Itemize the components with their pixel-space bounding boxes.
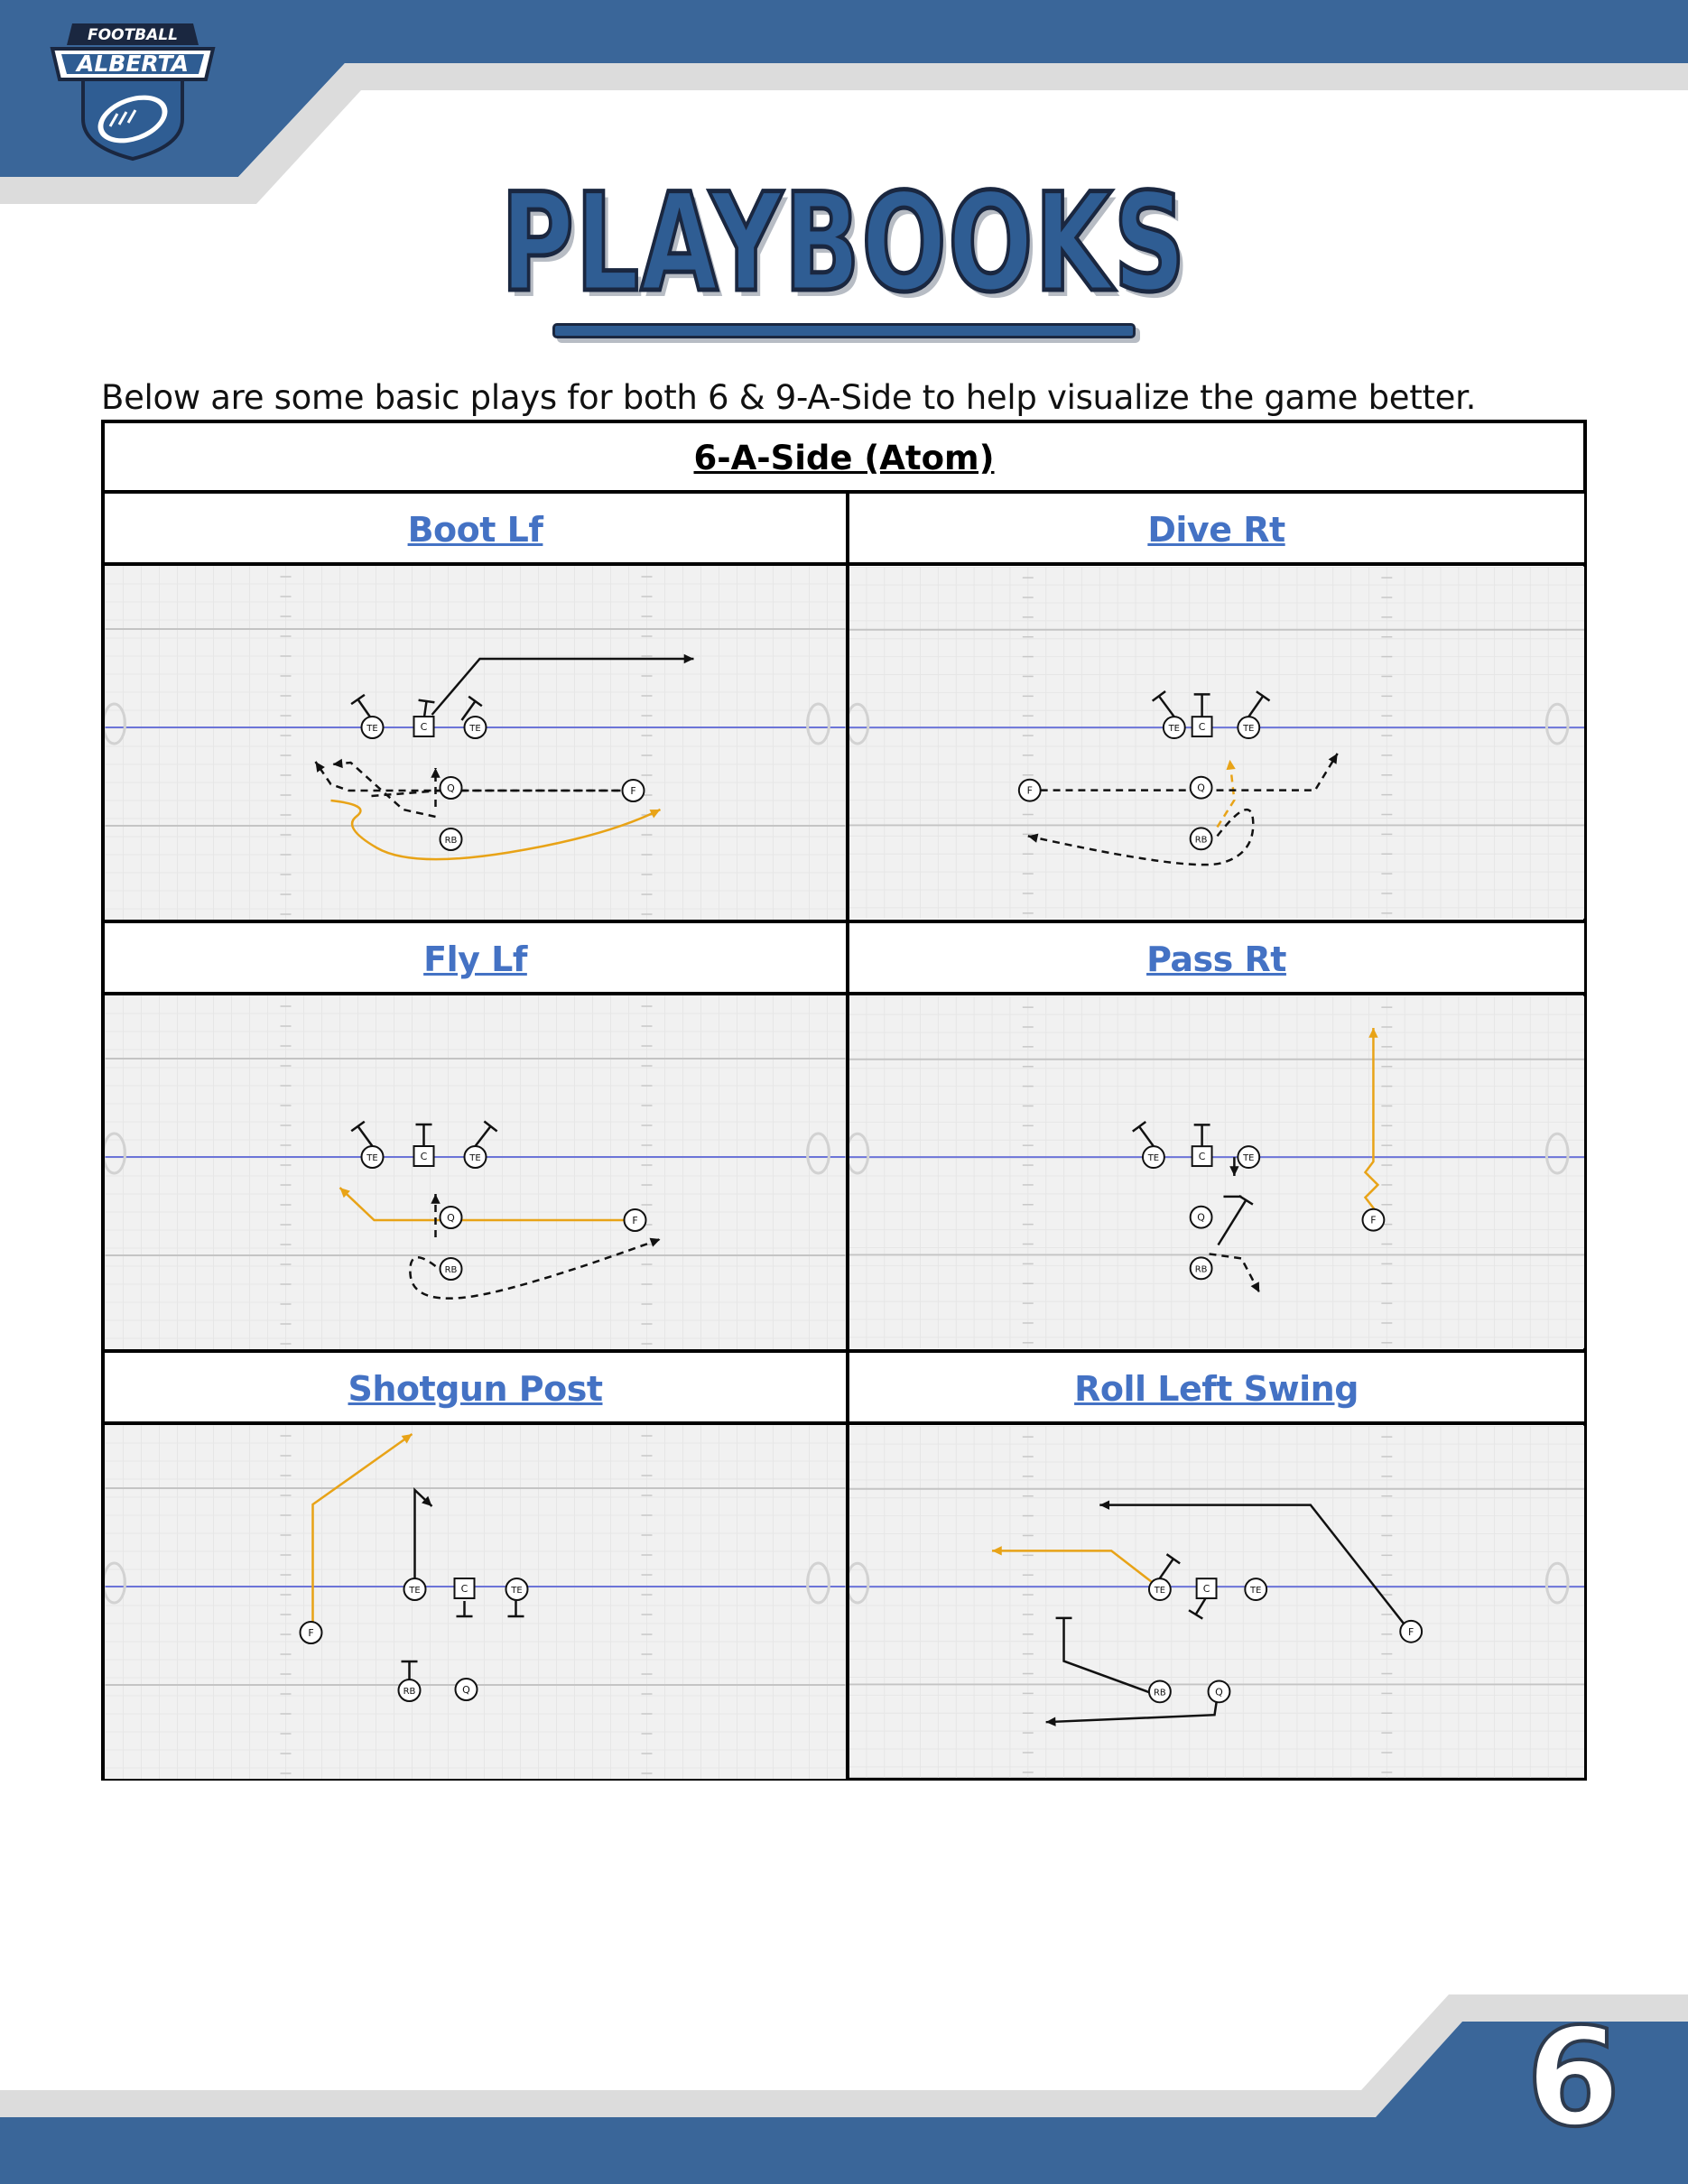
player-label: RB bbox=[1194, 835, 1208, 846]
player-label: C bbox=[420, 721, 428, 733]
player-label: TE bbox=[409, 1586, 421, 1596]
play-cell bbox=[105, 494, 846, 920]
player-te bbox=[465, 1146, 487, 1168]
player-label: C bbox=[420, 1151, 428, 1162]
player-te bbox=[362, 717, 384, 738]
player-rb bbox=[1191, 1257, 1212, 1279]
player-label: RB bbox=[444, 836, 458, 846]
page-title: PLAYBOOKS bbox=[500, 165, 1188, 322]
player-rb bbox=[1149, 1680, 1171, 1702]
player-te bbox=[1149, 1578, 1171, 1600]
player-q bbox=[441, 1207, 462, 1228]
player-label: F bbox=[1408, 1625, 1414, 1638]
player-rb bbox=[441, 828, 462, 850]
play-diagram bbox=[849, 1425, 1584, 1779]
logo-main-text: ALBERTA bbox=[77, 51, 189, 77]
player-f bbox=[625, 1209, 646, 1231]
player-label: TE bbox=[1250, 1586, 1262, 1596]
player-rb bbox=[399, 1680, 421, 1701]
player-label: TE bbox=[511, 1586, 523, 1596]
play-cell bbox=[105, 923, 846, 1349]
player-q bbox=[441, 777, 462, 799]
page-number: 6 bbox=[1526, 2000, 1621, 2157]
player-te bbox=[362, 1146, 384, 1168]
football-alberta-logo bbox=[47, 13, 218, 166]
player-f bbox=[623, 780, 645, 801]
player-label: F bbox=[308, 1627, 314, 1639]
player-te bbox=[506, 1578, 528, 1600]
player-c bbox=[414, 717, 434, 736]
play-diagram bbox=[849, 995, 1584, 1349]
player-label: Q bbox=[1215, 1686, 1223, 1698]
player-q bbox=[1191, 1207, 1212, 1228]
plays-table bbox=[101, 420, 1587, 1781]
play-title-pass-rt[interactable]: Pass Rt bbox=[849, 923, 1584, 995]
player-label: TE bbox=[1243, 724, 1255, 735]
field-background bbox=[849, 567, 1584, 919]
player-te bbox=[1164, 717, 1185, 738]
player-f bbox=[1363, 1209, 1385, 1231]
field-background bbox=[106, 566, 846, 920]
player-c bbox=[1197, 1578, 1217, 1598]
player-label: RB bbox=[1194, 1264, 1208, 1275]
player-q bbox=[1191, 777, 1212, 799]
player-label: TE bbox=[1168, 724, 1180, 735]
player-label: TE bbox=[1147, 1153, 1160, 1164]
player-f bbox=[1400, 1621, 1422, 1643]
column-divider bbox=[846, 494, 849, 1779]
title-underline bbox=[552, 323, 1136, 338]
player-label: TE bbox=[1243, 1153, 1255, 1164]
row-divider bbox=[105, 920, 1583, 923]
player-label: F bbox=[630, 785, 636, 797]
player-c bbox=[455, 1578, 475, 1598]
player-label: F bbox=[1370, 1214, 1377, 1226]
play-cell bbox=[849, 1353, 1584, 1779]
player-c bbox=[414, 1146, 434, 1166]
player-label: Q bbox=[1197, 1211, 1205, 1224]
title-container bbox=[0, 165, 1688, 322]
player-label: TE bbox=[1154, 1586, 1166, 1596]
play-diagram bbox=[105, 1425, 846, 1779]
player-label: RB bbox=[1154, 1688, 1166, 1698]
field-background bbox=[106, 1425, 846, 1779]
player-c bbox=[1192, 1146, 1212, 1166]
player-label: F bbox=[1026, 784, 1033, 797]
field-background bbox=[849, 1426, 1584, 1778]
player-rb bbox=[1191, 828, 1212, 849]
play-cell bbox=[105, 1353, 846, 1779]
player-te bbox=[1238, 717, 1259, 738]
play-title-roll-left-swing[interactable]: Roll Left Swing bbox=[849, 1353, 1584, 1425]
player-te bbox=[1238, 1146, 1259, 1168]
logo-top-text: FOOTBALL bbox=[88, 26, 178, 44]
play-diagram bbox=[849, 566, 1584, 920]
player-q bbox=[456, 1679, 478, 1700]
player-label: Q bbox=[447, 1212, 455, 1224]
player-te bbox=[404, 1578, 426, 1600]
player-f bbox=[301, 1622, 322, 1643]
player-label: C bbox=[1198, 721, 1206, 734]
play-title-fly-lf[interactable]: Fly Lf bbox=[105, 923, 846, 995]
player-label: Q bbox=[1197, 782, 1205, 794]
player-c bbox=[1192, 717, 1212, 736]
player-label: TE bbox=[469, 724, 481, 734]
player-te bbox=[465, 717, 487, 738]
play-title-dive-rt[interactable]: Dive Rt bbox=[849, 494, 1584, 566]
player-label: Q bbox=[462, 1684, 470, 1696]
play-diagram bbox=[105, 995, 846, 1349]
intro-text: Below are some basic plays for both 6 & 9-A-Side to help visualize the game better. bbox=[101, 378, 1477, 417]
player-f bbox=[1019, 780, 1041, 801]
player-label: TE bbox=[366, 1153, 378, 1163]
player-te bbox=[1245, 1578, 1266, 1600]
player-label: RB bbox=[403, 1687, 416, 1697]
play-title-boot-lf[interactable]: Boot Lf bbox=[105, 494, 846, 566]
player-rb bbox=[441, 1258, 462, 1280]
row-divider bbox=[105, 1349, 1583, 1353]
player-label: TE bbox=[366, 724, 378, 734]
play-title-shotgun-post[interactable]: Shotgun Post bbox=[105, 1353, 846, 1425]
player-label: Q bbox=[447, 782, 455, 794]
play-diagram bbox=[105, 566, 846, 920]
player-label: C bbox=[1198, 1151, 1206, 1163]
footer-band bbox=[0, 1967, 1688, 2184]
player-label: RB bbox=[444, 1265, 458, 1275]
player-label: C bbox=[1202, 1583, 1210, 1596]
player-label: TE bbox=[469, 1153, 481, 1163]
field-background bbox=[849, 996, 1584, 1348]
player-label: C bbox=[460, 1583, 468, 1595]
table-heading: 6-A-Side (Atom) bbox=[105, 423, 1583, 494]
player-q bbox=[1209, 1680, 1230, 1702]
player-te bbox=[1143, 1146, 1164, 1168]
player-label: F bbox=[632, 1215, 638, 1226]
play-cell bbox=[849, 923, 1584, 1349]
play-cell bbox=[849, 494, 1584, 920]
